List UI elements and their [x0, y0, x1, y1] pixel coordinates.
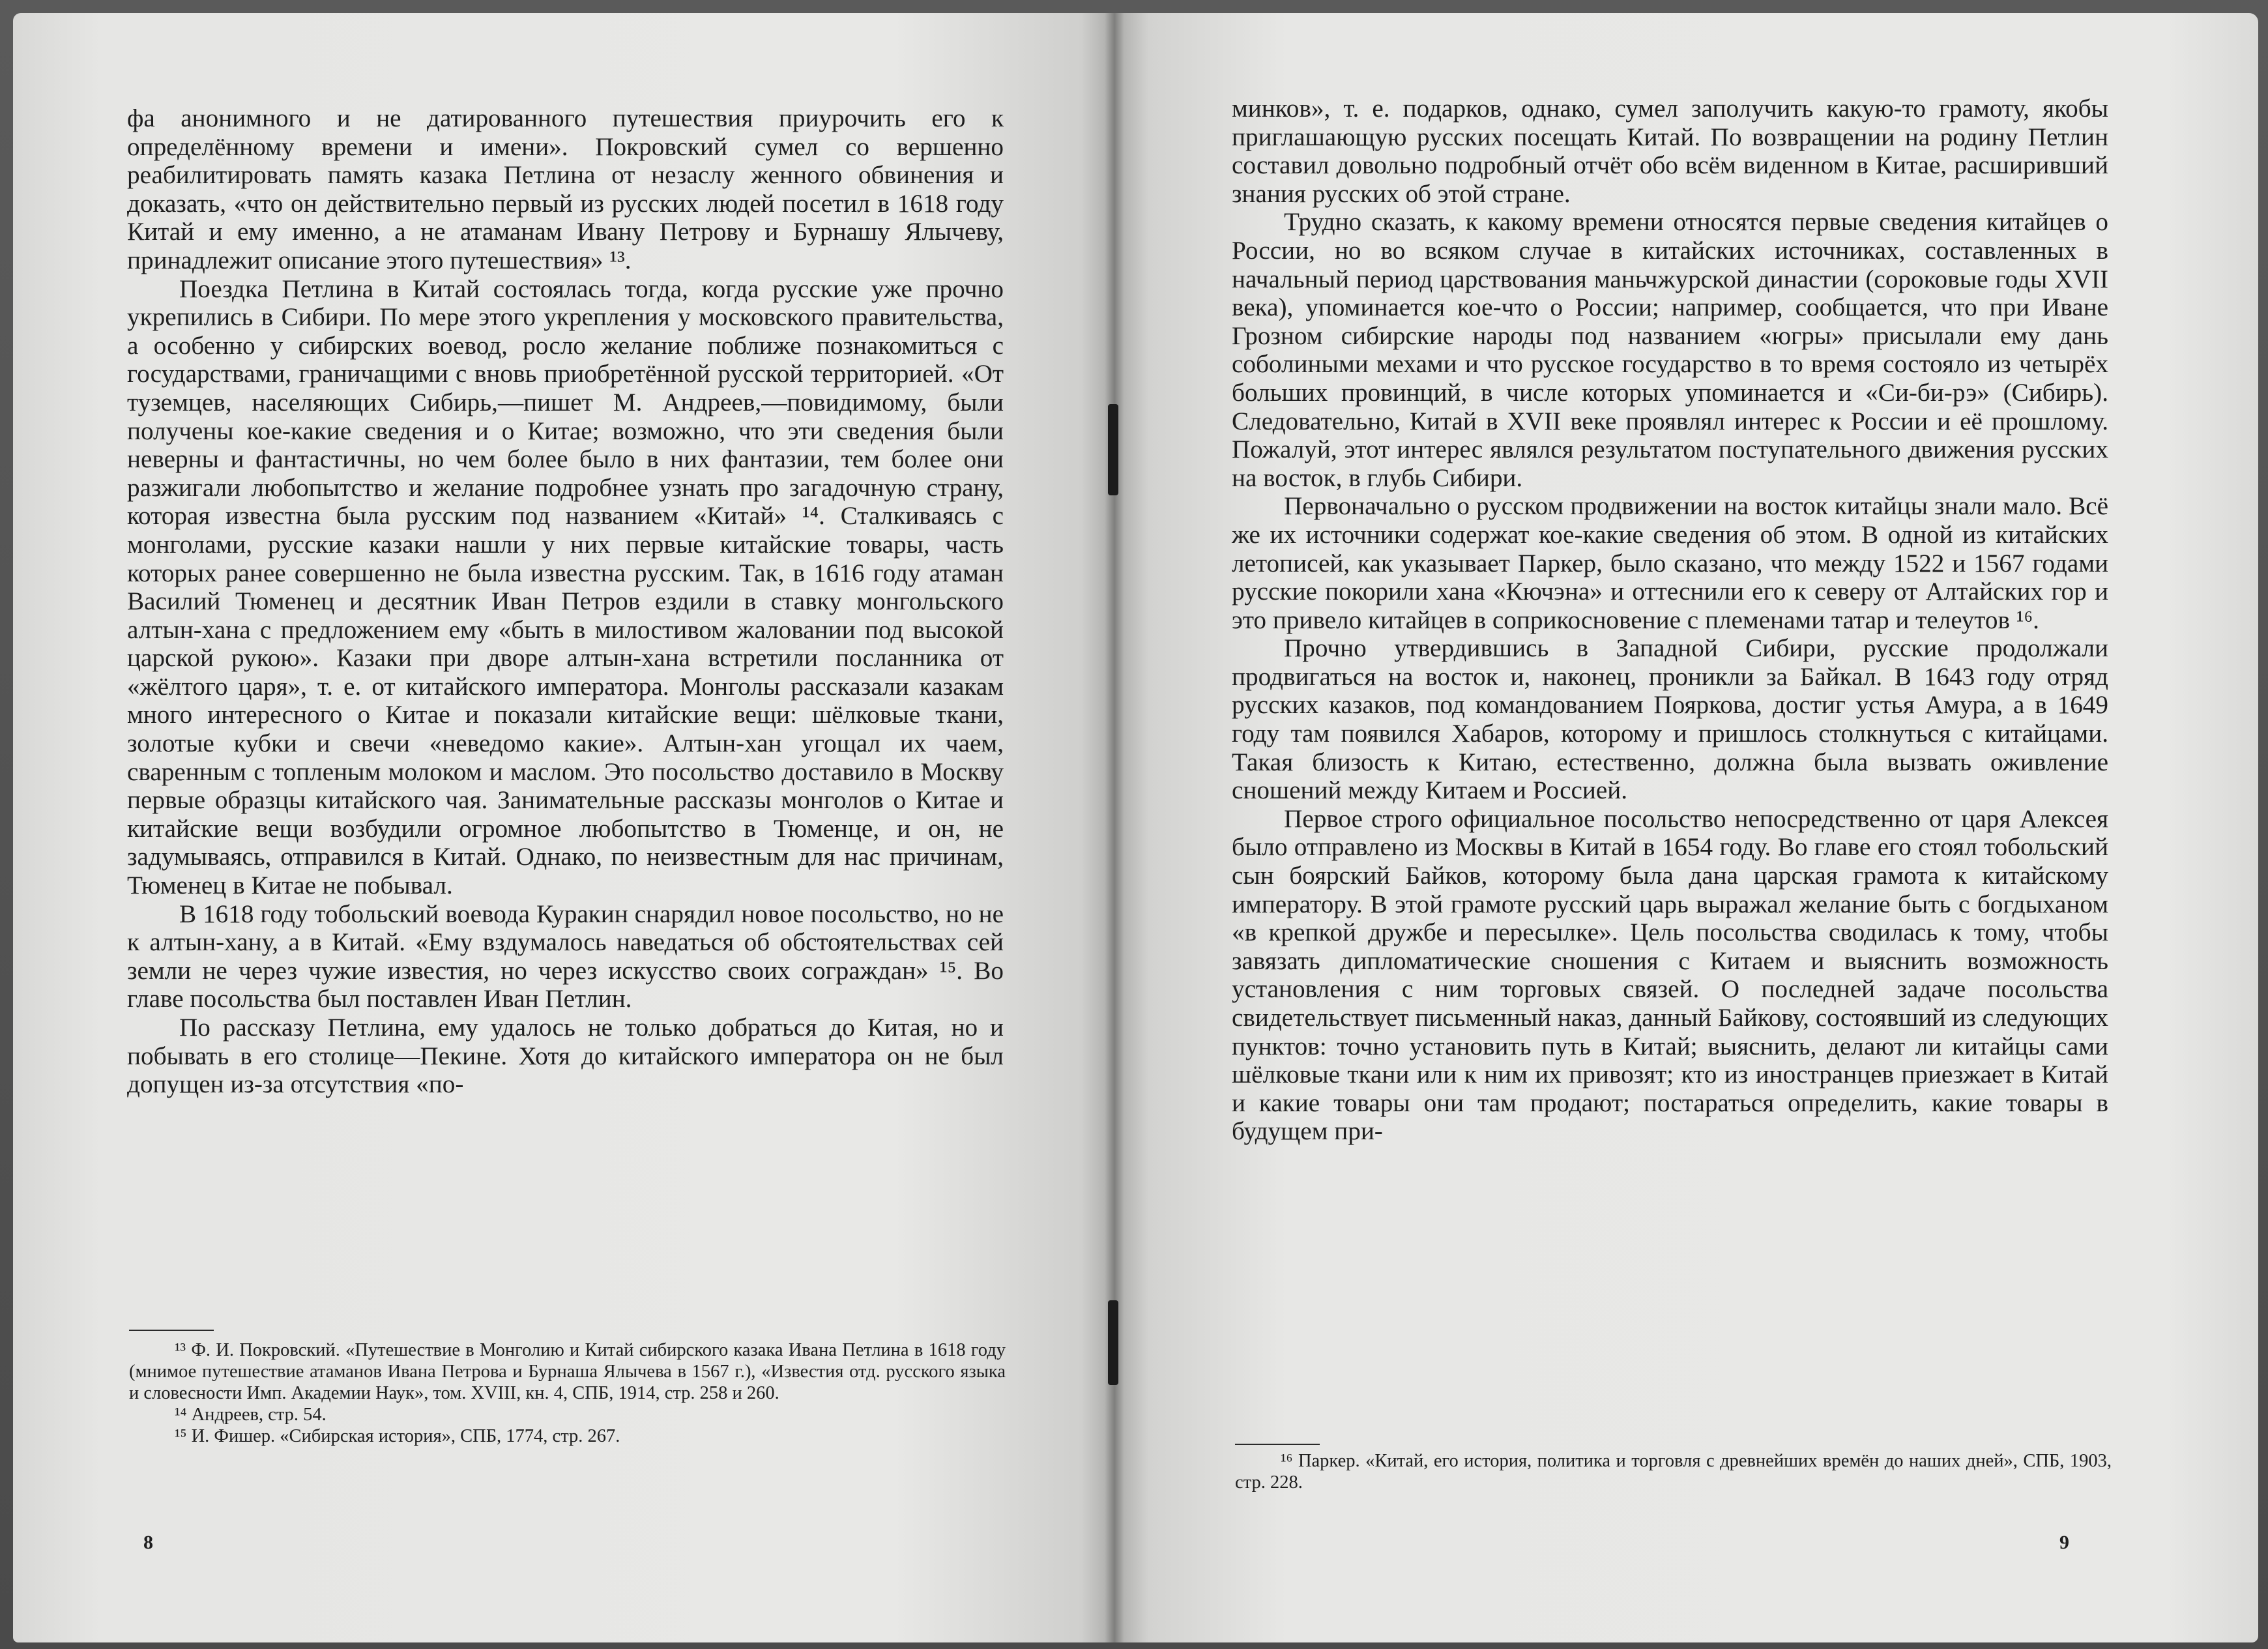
paragraph: Поездка Петлина в Китай состоялась тогда, когда русские уже прочно укрепились в Сибири. По мере этого укрепления у московского правительства, а особенно у сибирских воевод, росло желание поближе познакомиться с государствами, граничащими с вновь приобретённой русской территорией. «От туземцев, населяющих Сибирь,—пишет М. Андреев,—повидимому, были получены кое-какие сведения и о Китае; возможно, что эти сведения были неверны и фантастичны, но чем более было в них фантазии, тем более они разжигали любопытство и желание подробнее узнать про загадочную страну, которая известна была русским под названием «Китай» ¹⁴. Сталкиваясь с монголами, русские казаки нашли у них первые китайские товары, часть которых ранее совершенно не была известна русским. Так, в 1616 году атаман Василий Тюменец и десятник Иван Петров ездили в ставку монгольского алтын-хана с предложением ему «быть в милостивом жаловании под высокой царской рукою». Казаки при дворе алтын-хана встретили посланника от «жёлтого царя», т. е. от китайского императора. Монголы рассказали казакам много интересного о Китае и показали китайские вещи: шёлковые ткани, золотые кубки и свечи «неведомо какие». Алтын-хан угощал их чаем, сваренным с топленым молоком и маслом. Это посольство доставило в Москву первые образцы китайского чая. Занимательные рассказы монголов о Китае и китайские вещи возбудили огромное любопытство в Тюменце, и он, не задумываясь, отправился в Китай. Однако, по неизвестным для нас причинам, Тюменец в Китае не побывал. — [127, 274, 1004, 900]
book-gutter — [1105, 13, 1124, 1642]
footnote: ¹⁶ Паркер. «Китай, его история, политика и торговля с древнейших времён до наших дней», СПБ, 1903, стр. 228. — [1235, 1451, 2112, 1493]
left-page — [13, 13, 1114, 1642]
page-number: 8 — [143, 1532, 153, 1553]
left-page-body — [127, 104, 1004, 1099]
footnote: ¹⁵ И. Фишер. «Сибирская история», СПБ, 1774, стр. 267. — [175, 1426, 620, 1446]
left-page-footnotes — [129, 1339, 1006, 1447]
paragraph: По рассказу Петлина, ему удалось не только добраться до Китая, но и побывать в его столице—Пекине. Хотя до китайского императора он не был допущен из-за отсутствия «по- — [127, 1014, 1004, 1099]
footnote-divider — [1235, 1444, 1320, 1445]
right-page — [1114, 13, 2258, 1642]
page-number: 9 — [2059, 1532, 2069, 1553]
staple — [1108, 404, 1118, 495]
right-page-footnotes — [1235, 1450, 2112, 1493]
right-page-body — [1232, 95, 2108, 1146]
paragraph: В 1618 году тобольский воевода Куракин снарядил новое посольство, но не к алтын-хану, а в Китай. «Ему вздумалось наведаться об обстоятельствах сей земли не через чужие известия, но через искусство своих сограждан» ¹⁵. Во главе посольства был поставлен Иван Петлин. — [127, 899, 1004, 1014]
footnote: ¹³ Ф. И. Покровский. «Путешествие в Монголию и Китай сибирского казака Ивана Петлина в 1618 году (мнимое путешествие атаманов Ивана Петрова и Бурнаша Ялычева в 1567 г.), «Известия отд. русского языка и словесности Имп. Академии Наук», том. XVIII, кн. 4, СПБ, 1914, стр. 258 и 260. — [129, 1340, 1006, 1403]
paragraph: минков», т. е. подарков, однако, сумел заполучить какую-то грамоту, якобы приглашающую русских посещать Китай. По возвращении на родину Петлин составил довольно подробный отчёт обо всём виденном в Китае, расширивший знания русских об этой стране. — [1232, 95, 2108, 208]
paragraph: Трудно сказать, к какому времени относятся первые сведения китайцев о России, но во всяком случае в китайских источниках, составленных в начальный период царствования маньчжурской династии (сороковые годы XVII века), упоминается кое-что о России; например, сообщается, что при Иване Грозном сибирские народы под названием «югры» присылали ему дань соболиными мехами и что русское государство в то время состояло из четырёх больших провинций, в числе которых упоминается и «Си-би-рэ» (Сибирь). Следовательно, Китай в XVII веке проявлял интерес к России и её прошлому. Пожалуй, этот интерес являлся результатом поступательного движения русских на восток, в глубь Сибири. — [1232, 208, 2108, 492]
paragraph: Первое строго официальное посольство непосредственно от царя Алексея было отправлено из Москвы в Китай в 1654 году. Во главе его стоял тобольский сын боярский Байков, которому была дана царская грамота к китайскому императору. В этой грамоте русский царь выражал желание быть с богдыханом «в крепкой дружбе и пересылке». Цель посольства сводилась к тому, чтобы завязать дипломатические сношения с Китаем и выяснить возможность установления с ним торговых связей. О последней задаче посольства свидетельствует письменный наказ, данный Байкову, состоявший из следующих пунктов: точно установить путь в Китай; выяснить, делают ли китайцы сами шёлковые ткани или к ним их привозят; кто из иностранцев приезжает в Китай и какие товары они там продают; постараться определить, какие товары в будущем при- — [1232, 804, 2108, 1146]
paragraph: фа анонимного и не датированного путешествия приурочить его к определённому времени и имени». Покровский сумел со вершенно реабилитировать память казака Петлина от незаслу женного обвинения и доказать, «что он действительно первый из русских людей посетил в 1618 году Китай и ему именно, а не атаманам Ивану Петрову и Бурнашу Ялычеву, принадлежит описание этого путешествия» ¹³. — [127, 104, 1004, 274]
footnote-divider — [129, 1330, 214, 1331]
paragraph: Первоначально о русском продвижении на восток китайцы знали мало. Всё же их источники содержат кое-какие сведения об этом. В одной из китайских летописей, как указывает Паркер, было сказано, что между 1522 и 1567 годами русские покорили хана «Кючэна» и оттеснили его к северу от Алтайских гор и это привело китайцев в соприкосновение с племенами татар и телеутов ¹⁶. — [1232, 492, 2108, 634]
paragraph: Прочно утвердившись в Западной Сибири, русские продолжали продвигаться на восток и, наконец, проникли за Байкал. В 1643 году отряд русских казаков, под командованием Пояркова, достиг устья Амура, а в 1649 году там появился Хабаров, которому и пришлось столкнуться с китайцами. Такая близость к Китаю, естественно, должна была вызвать оживление сношений между Китаем и Россией. — [1232, 634, 2108, 805]
footnote: ¹⁴ Андреев, стр. 54. — [175, 1405, 327, 1425]
staple — [1108, 1300, 1118, 1385]
